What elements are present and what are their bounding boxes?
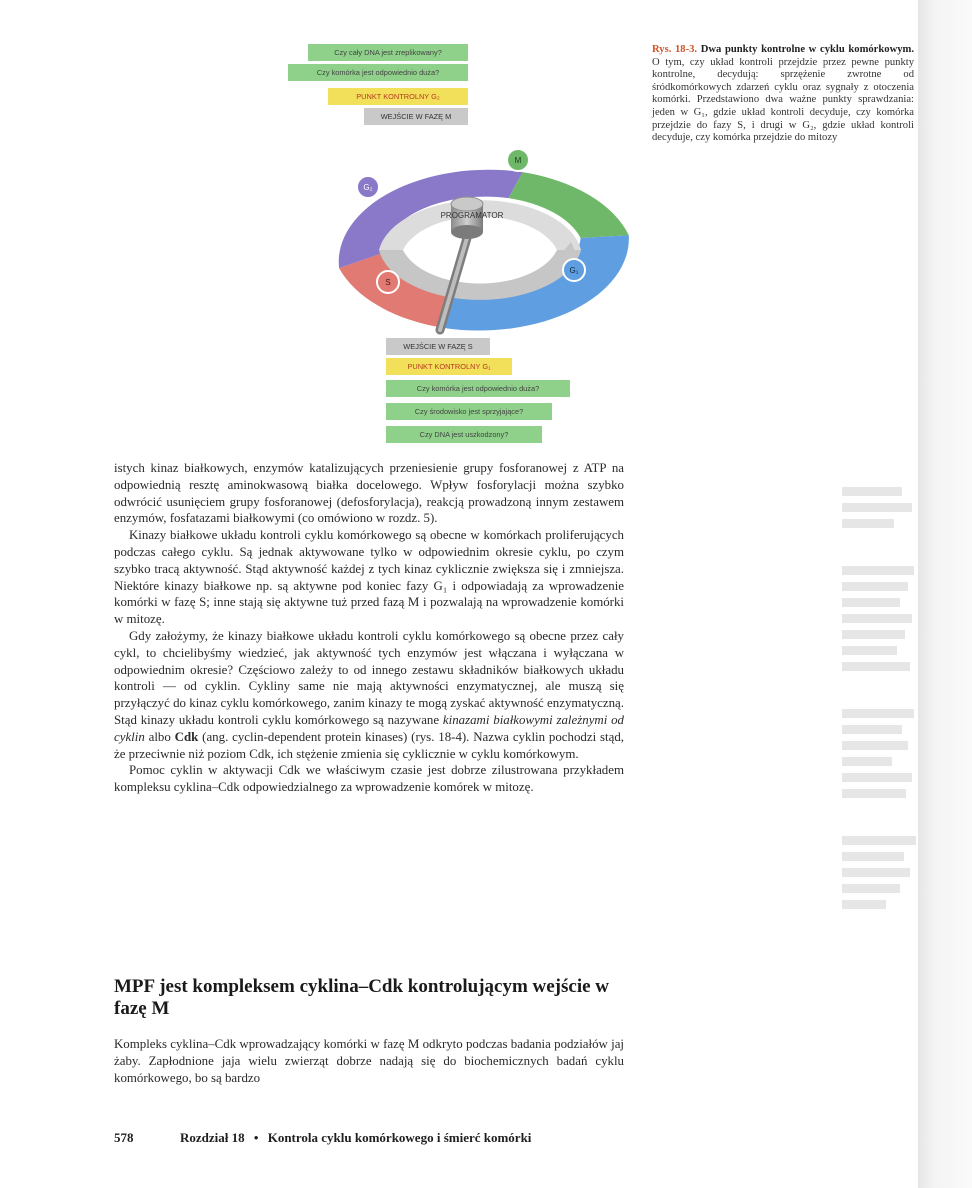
- paragraph-2: Kinazy białkowe układu kontroli cyklu komórkowego są obecne w komórkach proliferujących podczas całego cyklu. Są jednak aktywowane tylko w odpowiednim okresie cyklu, po czym szybko tracą aktywność. Stąd aktywność każdej z tych kinaz cyklicznie zwiększa się i zmniejsza. Niektóre kinazy białkowe np. są aktywne pod koniec fazy G₁ i odpowiadają za wprowadzenie komórki w fazę S; inne stają się aktywne tuż przed fazą M i pozwalają na wprowadzenie komórki w mitozę.: [114, 528, 624, 627]
- chapter-title: Kontrola cyklu komórkowego i śmierć komórki: [267, 1130, 532, 1145]
- main-text: [114, 460, 624, 796]
- page-footer: [114, 1130, 634, 1146]
- paragraph-1: istych kinaz białkowych, enzymów katalizujących przeniesienie grupy fosforanowej z ATP na odpowiednią resztę aminokwasową białka docelowego. Wpływ fosforylacji można szybko odwrócić usunięciem grupy fosforanowej (defosforylacja), reakcją prowadzoną innym zestawem enzymów, fosfatazami białkowymi (co omówiono w rozdz. 5).: [114, 461, 624, 526]
- page-number: 578: [114, 1130, 134, 1145]
- m-phase-segment: [508, 172, 628, 238]
- g1-checkpoint-box: PUNKT KONTROLNY G₁: [386, 358, 512, 375]
- bottom-question-cell-size: Czy komórka jest odpowiednio duża?: [386, 380, 570, 397]
- top-question-cell-size: Czy komórka jest odpowiednio duża?: [288, 64, 468, 81]
- chapter-label: Rozdział 18: [180, 1130, 245, 1145]
- top-question-dna-replicated: Czy cały DNA jest zreplikowany?: [308, 44, 468, 61]
- caption-title: Dwa punkty kontrolne w cyklu komórkowym.: [700, 44, 914, 55]
- bullet-separator: •: [253, 1130, 259, 1145]
- caption-text: O tym, czy układ kontroli przejdzie przez pewne punkty kontrolne, decydują: sprzężenie zwrotne od śródkomórkowych zdarzeń cyklu oraz sygnały z otoczenia komórki. Przedstawiono dwa ważne punkty sprawdzania: jeden w G₁, gdzie układ kontroli decyduje, czy komórka przejdzie do fazy S, i drugi w G₂, gdzie układ kontroli decyduje, czy komórka przejdzie do mitozy: [652, 56, 914, 144]
- programator-label: PROGRAMATOR: [440, 211, 504, 220]
- svg-text:G₂: G₂: [363, 183, 373, 192]
- bottom-question-environment: Czy środowisko jest sprzyjające?: [386, 403, 552, 420]
- term-cdk: Cdk: [174, 729, 199, 744]
- term-cdk-polish: kinazami białkowymi zależnymi od cyklin: [114, 712, 624, 744]
- svg-text:G₁: G₁: [569, 266, 579, 275]
- svg-text:S: S: [385, 278, 391, 287]
- bleed-through-text: [842, 480, 918, 1120]
- m-phase-entry-box: WEJŚCIE W FAZĘ M: [364, 108, 468, 125]
- s-phase-entry-box: WEJŚCIE W FAZĘ S: [386, 338, 490, 355]
- paragraph-3: Gdy założymy, że kinazy białkowe układu kontroli cyklu komórkowego są obecne przez cały cykl, to chcielibyśmy wiedzieć, jak aktywność tych enzymów jest włączana i wyłączana w odpowiednim okresie? Częściowo zależy to od innego zestawu składników białkowych układu kontroli — od cyklin. Cykliny same nie mają aktywności enzymatycznej, ale muszą się przyłączyć do kinaz cyklu komórkowego, zanim kinazy te mogą zyskać aktywność enzymatyczną. Stąd kinazy układu kontroli cyklu komórkowego są nazywane kinazami białkowymi zależnymi od cyklin albo Cdk (ang. cyclin-dependent protein kinases) (rys. 18-4). Nazwa cyklin pochodzi stąd, że przeciwnie niż poziom Cdk, ich stężenie zmienia się cyklicznie w cyklu komórkowym.: [114, 628, 624, 761]
- section-text: [114, 1036, 624, 1086]
- bottom-question-dna-damage: Czy DNA jest uszkodzony?: [386, 426, 542, 443]
- caption-label: Rys. 18-3.: [652, 44, 698, 55]
- g2-checkpoint-box: PUNKT KONTROLNY G₂: [328, 88, 468, 105]
- svg-text:M: M: [514, 156, 522, 165]
- figure-caption: [652, 44, 914, 145]
- section-heading: MPF jest kompleksem cyklina–Cdk kontrolującym wejście w fazę M: [114, 976, 610, 1019]
- section-paragraph-1: Kompleks cyklina–Cdk wprowadzający komórki w fazę M odkryto podczas badania podziałów jaj żaby. Zapłodnione jaja wielu zwierząt dobrze nadają się do biochemicznych badań cyklu komórkowego, bo są bardzo: [114, 1037, 624, 1085]
- paragraph-4: Pomoc cyklin w aktywacji Cdk we właściwym czasie jest dobrze zilustrowana przykładem kompleksu cyklina–Cdk odpowiedzialnego za wprowadzenie komórek w mitozę.: [114, 763, 624, 795]
